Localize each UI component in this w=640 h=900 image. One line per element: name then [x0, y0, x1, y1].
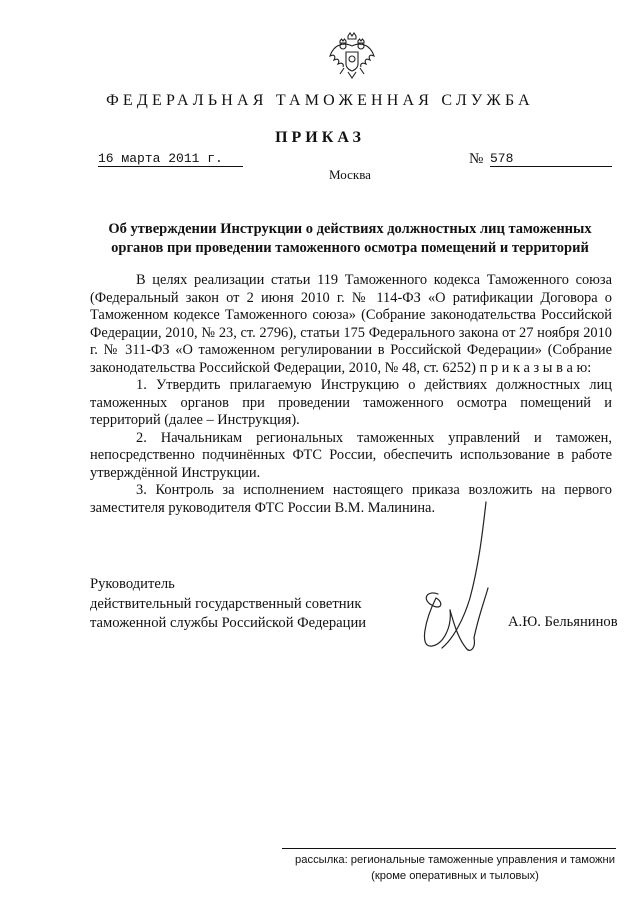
document-title: Об утверждении Инструкции о действиях должностных лиц таможенных органов при проведении таможенного осмотра помещений и территорий — [108, 221, 592, 256]
signatory-title-line-1: Руководитель — [90, 576, 175, 592]
signatory-title-line-3: таможенной службы Российской Федерации — [90, 615, 367, 631]
footer-divider — [282, 848, 616, 849]
signatory-name: А.Ю. Бельянинов — [508, 614, 618, 630]
city: Москва — [329, 167, 371, 182]
signatory-title-line-2: действительный государственный советник — [90, 595, 362, 612]
distribution-line-1: рассылка: региональные таможенные управления и таможни — [295, 854, 615, 866]
order-item-1: 1. Утвердить прилагаемую Инструкцию о действиях должностных лиц таможенных органов при проведении таможенного осмотра помещений и территорий (далее – Инструкция). — [90, 377, 612, 428]
coat-of-arms-emblem-icon — [328, 32, 376, 82]
preamble-paragraph: В целях реализации статьи 119 Таможенного кодекса Таможенного союза (Федеральный закон от 2 июня 2010 г. № 114-ФЗ «О ратификации Договора о Таможенном кодексе Таможенного союза» (Собрание законодательства Российской Федерации, 2010, № 23, ст. 2796), статьи 175 Федерального закона от 27 ноября 2010 г. № 311-ФЗ «О таможенном регулировании в Российской Федерации» (Собрание законодательства Российской Федерации, 2010, № 48, ст. 6252) п р и к а з ы в а ю: — [90, 272, 612, 376]
order-item-2: 2. Начальникам региональных таможенных управлений и таможен, непосредственно подчинённых ФТС России, обеспечить использование в работе утверждённой Инструкции. — [90, 429, 612, 481]
distribution-note — [285, 852, 625, 884]
order-number: 578 — [490, 151, 612, 167]
order-date: 16 марта 2011 г. — [98, 151, 243, 167]
distribution-line-2: (кроме оперативных и тыловых) — [371, 870, 539, 882]
signatory-position — [90, 575, 366, 634]
handwritten-signature-icon — [408, 498, 518, 658]
agency-name: ФЕДЕРАЛЬНАЯ ТАМОЖЕННАЯ СЛУЖБА — [106, 92, 534, 109]
number-sign: № — [469, 151, 484, 167]
order-item-3: 3. Контроль за исполнением настоящего приказа возложить на первого заместителя руководителя ФТС России В.М. Малинина. — [90, 482, 612, 516]
order-body — [90, 272, 612, 517]
document-type: ПРИКАЗ — [275, 129, 365, 146]
